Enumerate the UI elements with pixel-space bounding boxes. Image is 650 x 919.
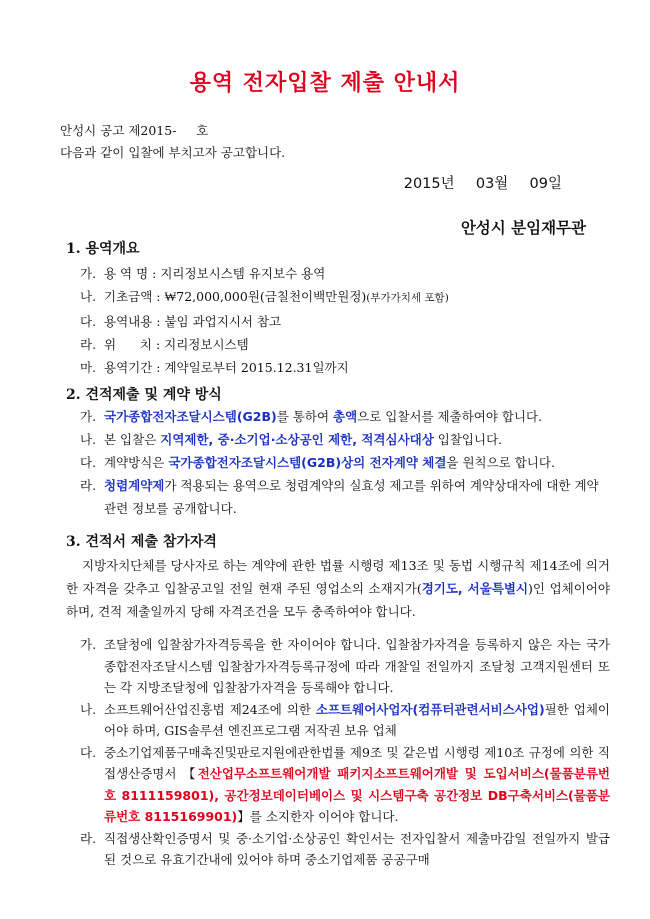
list-item bbox=[80, 699, 610, 742]
highlight-text: 소프트웨어사업자(컴퓨터관련서비스사업) bbox=[315, 701, 545, 717]
item-text: 입찰입니다. bbox=[433, 432, 503, 447]
item-text: 으로 입찰서를 제출하여야 합니다. bbox=[357, 409, 543, 424]
item-text: 계약방식은 bbox=[104, 455, 169, 470]
item-mark: 라. bbox=[80, 337, 97, 352]
item-note: (부가가치세 포함) bbox=[366, 292, 449, 304]
item-value: 지리정보시스템 유지보수 용역 bbox=[160, 266, 326, 281]
item-text: 중소기업제품구매촉진및판로지원에관한법률 제9조 및 같은법 시행령 제10조 규정에 의한 직접생산증명서 【 bbox=[104, 744, 610, 781]
item-text: 】를 소지한자 이어야 합니다. bbox=[237, 809, 399, 824]
section-3-list bbox=[80, 634, 610, 871]
item-mark: 나. bbox=[80, 432, 97, 447]
list-item bbox=[80, 356, 610, 379]
list-item bbox=[80, 828, 610, 871]
item-mark: 가. bbox=[80, 637, 97, 652]
item-text: 직접생산확인증명서 및 중·소기업·소상공인 확인서는 전자입찰서 제출마감일 전일까지 발급된 것으로 유효기간내에 있어야 하며 중소기업제품 공공구매 bbox=[104, 830, 610, 867]
highlight-text: 지역제한, 중·소기업·소상공인 제한, 적격심사대상 bbox=[160, 432, 434, 447]
section-2-heading: 2. 견적제출 및 계약 방식 bbox=[66, 387, 222, 403]
list-item bbox=[80, 405, 610, 428]
item-text: 을 원칙으로 합니다. bbox=[446, 455, 555, 470]
section-3-intro bbox=[66, 554, 610, 623]
highlight-text: 총액 bbox=[333, 409, 358, 424]
list-item bbox=[80, 742, 610, 828]
item-text: 필한 업체이어야 하며, GIS솔루션 엔진프로그램 저작권 보유 업체 bbox=[104, 701, 610, 738]
list-item bbox=[80, 428, 610, 451]
item-text: 본 입찰은 bbox=[104, 432, 161, 447]
list-item bbox=[80, 474, 610, 520]
notice-date: 2015년 03월 09일 bbox=[403, 176, 562, 192]
highlight-text: 경기도, 서울특별시 bbox=[421, 581, 529, 596]
list-item bbox=[80, 310, 610, 333]
item-label: 위 치 : bbox=[104, 337, 165, 352]
list-item bbox=[80, 285, 610, 310]
item-text: 가 적용되는 용역으로 청렴계약의 실효성 제고를 위하여 계약상대자에 대한 계약관련 정보를 공개합니다. bbox=[104, 478, 599, 516]
item-value: ₩72,000,000원(금칠천이백만원정) bbox=[164, 289, 367, 304]
item-label: 용역내용 : bbox=[104, 314, 165, 329]
item-mark: 나. bbox=[80, 701, 97, 717]
item-label: 기초금액 : bbox=[104, 289, 165, 304]
item-value: 계약일로부터 2015.12.31일까지 bbox=[164, 360, 349, 375]
item-mark: 가. bbox=[80, 266, 97, 281]
item-mark: 나. bbox=[80, 289, 97, 304]
intro-text: 지방자치단체를 당사자로 하는 계약에 관한 법률 시행령 제13조 및 동법 시행규칙 제14조에 의거한 자격을 갖추고 입찰공고일 전일 현재 주된 영업소의 소재지가( bbox=[66, 558, 610, 596]
item-mark: 라. bbox=[80, 830, 97, 846]
item-mark: 마. bbox=[80, 360, 97, 375]
item-label: 용역기간 : bbox=[104, 360, 165, 375]
intro-text: )인 업체이어야 하며, 견적 제출일까지 당해 자격조건을 모두 충족하여야 합니다. bbox=[66, 581, 610, 619]
item-text: 조달청에 입찰참가자격등록을 한 자이어야 합니다. 입찰참가자격을 등록하지 않은 자는 국가종합전자조달시스템 입찰참가자격등록규정에 따라 개찰일 전일까지 조달청 고객지원센터 또는 각 지방조달청에 입찰참가자격을 등록해야 합니다. bbox=[104, 637, 610, 695]
section-1-heading: 1. 용역개요 bbox=[66, 241, 140, 257]
item-mark: 라. bbox=[80, 478, 97, 493]
item-value: 지리정보시스템 bbox=[164, 337, 249, 352]
highlight-text: 국가종합전자조달시스템(G2B)상의 전자계약 체결 bbox=[168, 455, 447, 470]
item-text: 소프트웨어산업진흥법 제24조에 의한 bbox=[104, 701, 316, 717]
section-3-heading: 3. 견적서 제출 참가자격 bbox=[66, 534, 217, 550]
list-item bbox=[80, 634, 610, 699]
item-text: 를 통하여 bbox=[276, 409, 333, 424]
item-label: 용 역 명 : bbox=[104, 266, 161, 281]
highlight-text: 국가종합전자조달시스템(G2B) bbox=[104, 409, 277, 424]
list-item bbox=[80, 333, 610, 356]
item-mark: 다. bbox=[80, 314, 97, 329]
item-mark: 가. bbox=[80, 409, 97, 424]
item-mark: 다. bbox=[80, 455, 97, 470]
item-value: 붙임 과업지시서 참고 bbox=[164, 314, 282, 329]
list-item bbox=[80, 451, 610, 474]
list-item bbox=[80, 262, 610, 285]
item-mark: 다. bbox=[80, 744, 97, 760]
highlight-text: 청렴계약제 bbox=[104, 478, 165, 493]
notice-number: 안성시 공고 제2015- 호 bbox=[60, 123, 209, 138]
section-1-list bbox=[80, 262, 610, 379]
issuing-organization: 안성시 분임재무관 bbox=[460, 219, 586, 237]
section-2-list bbox=[80, 405, 610, 520]
highlight-text-red: 전산업무소프트웨어개발 패키지소프트웨어개발 및 도입서비스(물품분류번호 8111159801), 공간정보데이터베이스 및 시스템구축 공간정보 DB구축서비스(물품분류번호 8115169901) bbox=[104, 766, 610, 824]
document-title: 용역 전자입찰 제출 안내서 bbox=[189, 71, 461, 96]
notice-intro: 다음과 같이 입찰에 부치고자 공고합니다. bbox=[60, 145, 286, 160]
notice-block bbox=[60, 120, 285, 164]
